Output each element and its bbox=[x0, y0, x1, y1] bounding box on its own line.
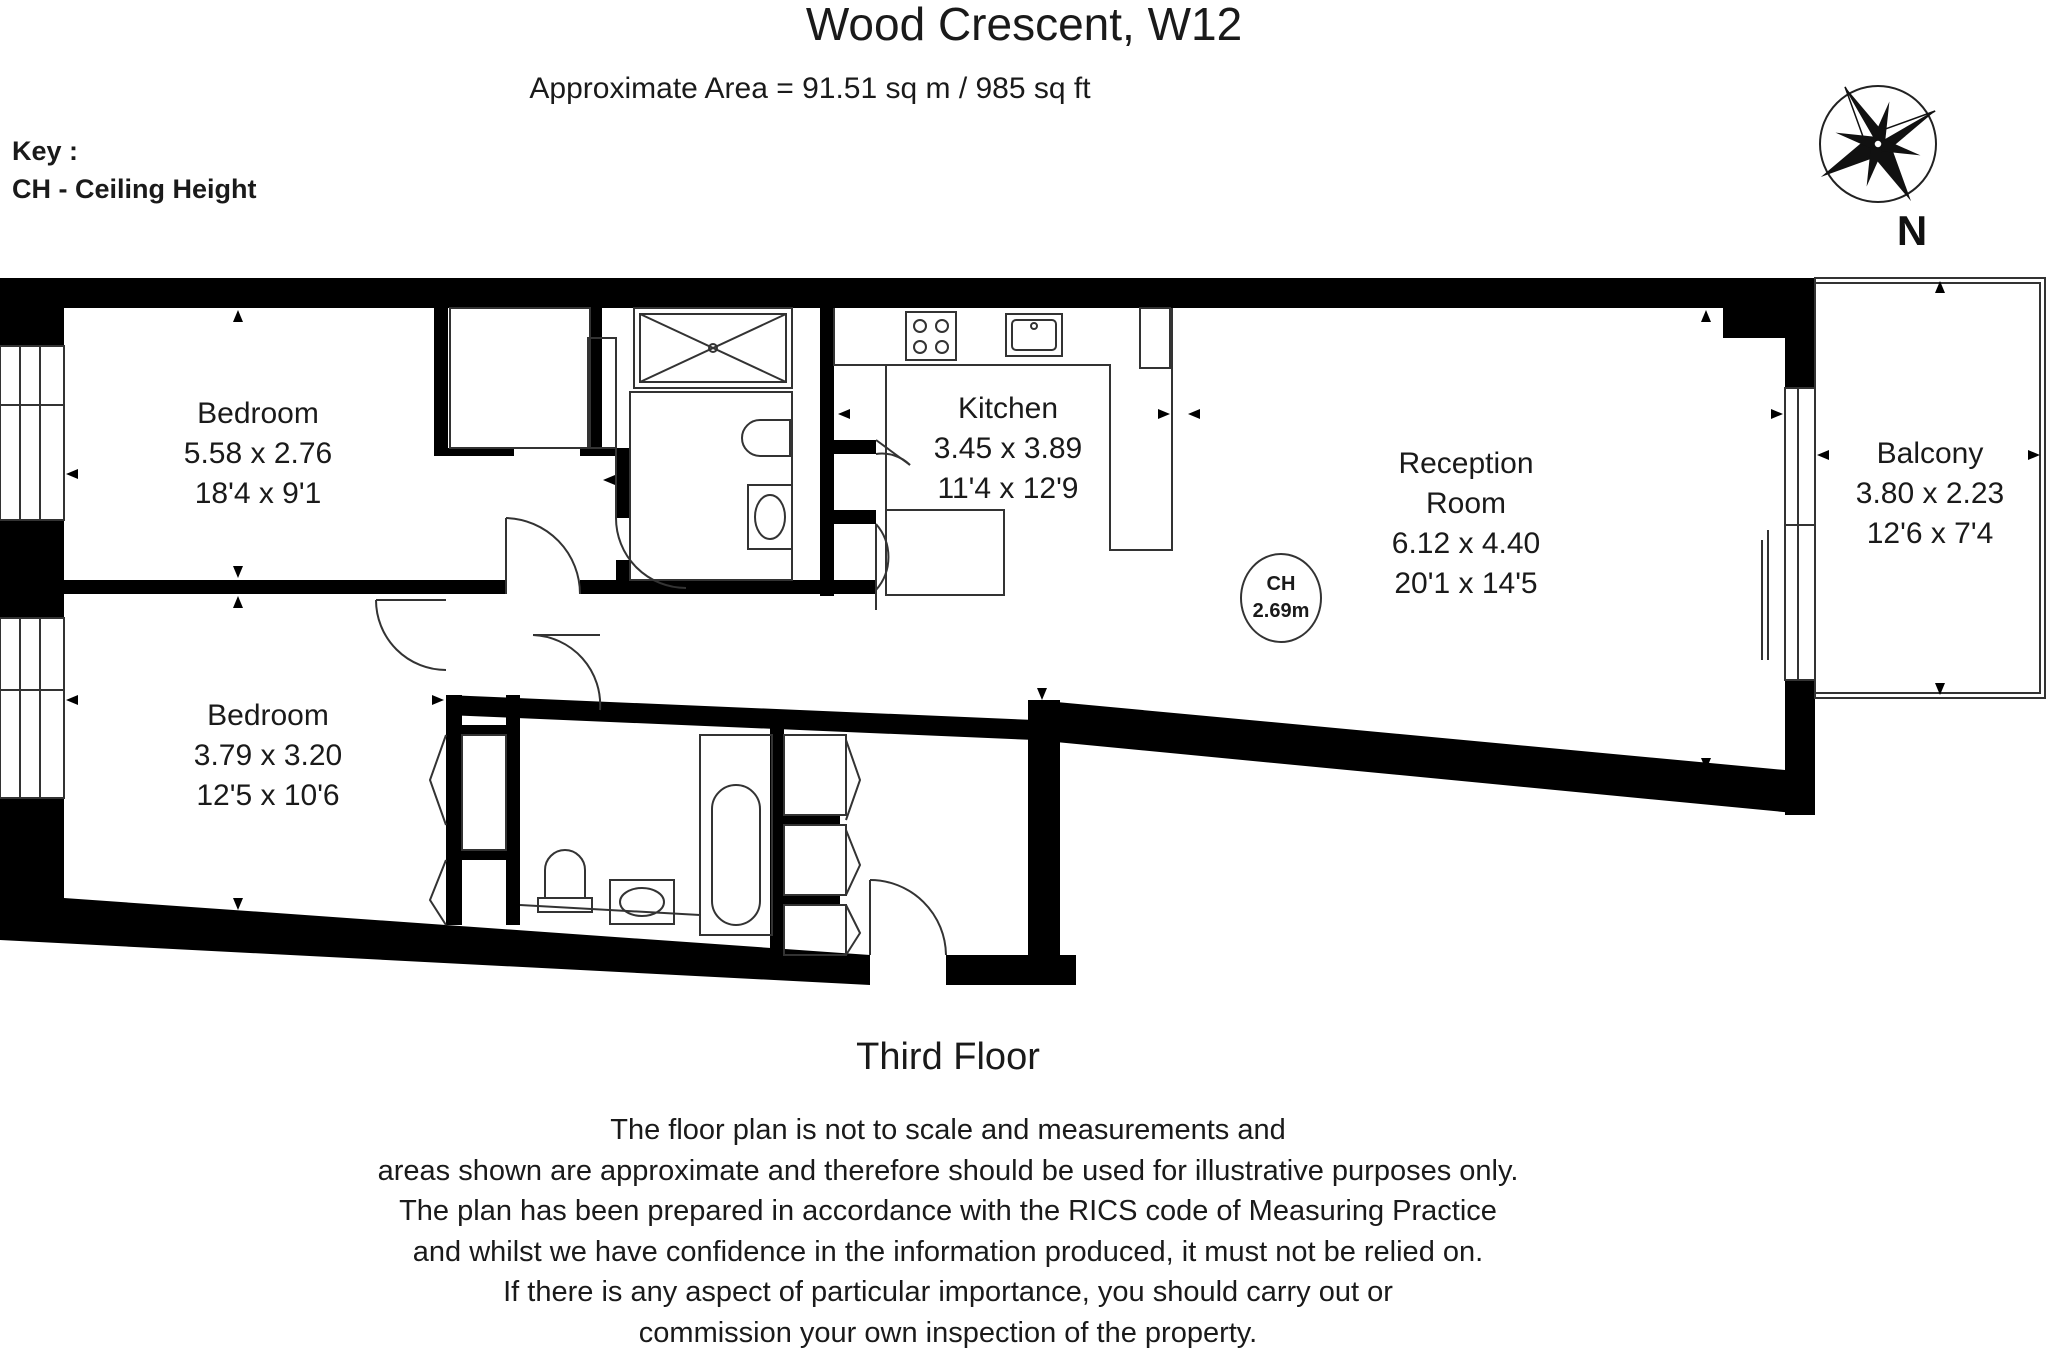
walls bbox=[0, 278, 1815, 985]
approximate-area: Approximate Area = 91.51 sq m / 985 sq ft bbox=[529, 72, 1091, 105]
kitchen-imperial: 11'4 x 12'9 bbox=[937, 472, 1079, 505]
disclaimer bbox=[0, 1110, 1896, 1353]
fixtures bbox=[450, 308, 1172, 955]
reception-name-1: Reception bbox=[1398, 447, 1534, 480]
bedroom-1-metric: 5.58 x 2.76 bbox=[183, 437, 333, 470]
key-ceiling-height: CH - Ceiling Height bbox=[12, 174, 257, 204]
bedroom-2-imperial: 12'5 x 10'6 bbox=[196, 779, 340, 812]
plan-title: Wood Crescent, W12 bbox=[805, 0, 1243, 50]
kitchen-metric: 3.45 x 3.89 bbox=[933, 432, 1083, 465]
ceiling-height-label: CH bbox=[1266, 573, 1296, 595]
reception-metric: 6.12 x 4.40 bbox=[1391, 527, 1541, 560]
reception-imperial: 20'1 x 14'5 bbox=[1394, 567, 1538, 600]
balcony-name: Balcony bbox=[1876, 437, 1984, 470]
reception-name-2: Room bbox=[1425, 487, 1507, 520]
floor-label: Third Floor bbox=[856, 1036, 1040, 1078]
ceiling-height-value: 2.69m bbox=[1252, 600, 1310, 622]
disclaimer-line: If there is any aspect of particular importance, you should carry out or bbox=[503, 1276, 1393, 1308]
ceiling-height-badge bbox=[1241, 554, 1321, 642]
north-label: N bbox=[1896, 207, 1928, 254]
disclaimer-line: The plan has been prepared in accordance with the RICS code of Measuring Practice bbox=[399, 1195, 1497, 1227]
compass-rose-icon bbox=[1788, 54, 1968, 234]
disclaimer-line: and whilst we have confidence in the information produced, it must not be relied on. bbox=[412, 1235, 1484, 1268]
kitchen-name: Kitchen bbox=[957, 392, 1059, 425]
disclaimer-line: The floor plan is not to scale and measurements and bbox=[610, 1114, 1286, 1146]
bedroom-2-name: Bedroom bbox=[207, 699, 329, 732]
balcony-imperial: 12'6 x 7'4 bbox=[1866, 517, 1994, 550]
bedroom-1-imperial: 18'4 x 9'1 bbox=[194, 477, 322, 510]
key-heading: Key : bbox=[12, 136, 79, 166]
bedroom-1-name: Bedroom bbox=[197, 397, 319, 430]
bedroom-2-metric: 3.79 x 3.20 bbox=[193, 739, 343, 772]
disclaimer-line: commission your own inspection of the property. bbox=[638, 1316, 1258, 1349]
balcony-metric: 3.80 x 2.23 bbox=[1855, 477, 2005, 510]
disclaimer-line: areas shown are approximate and therefore should be used for illustrative purposes only. bbox=[377, 1154, 1519, 1187]
